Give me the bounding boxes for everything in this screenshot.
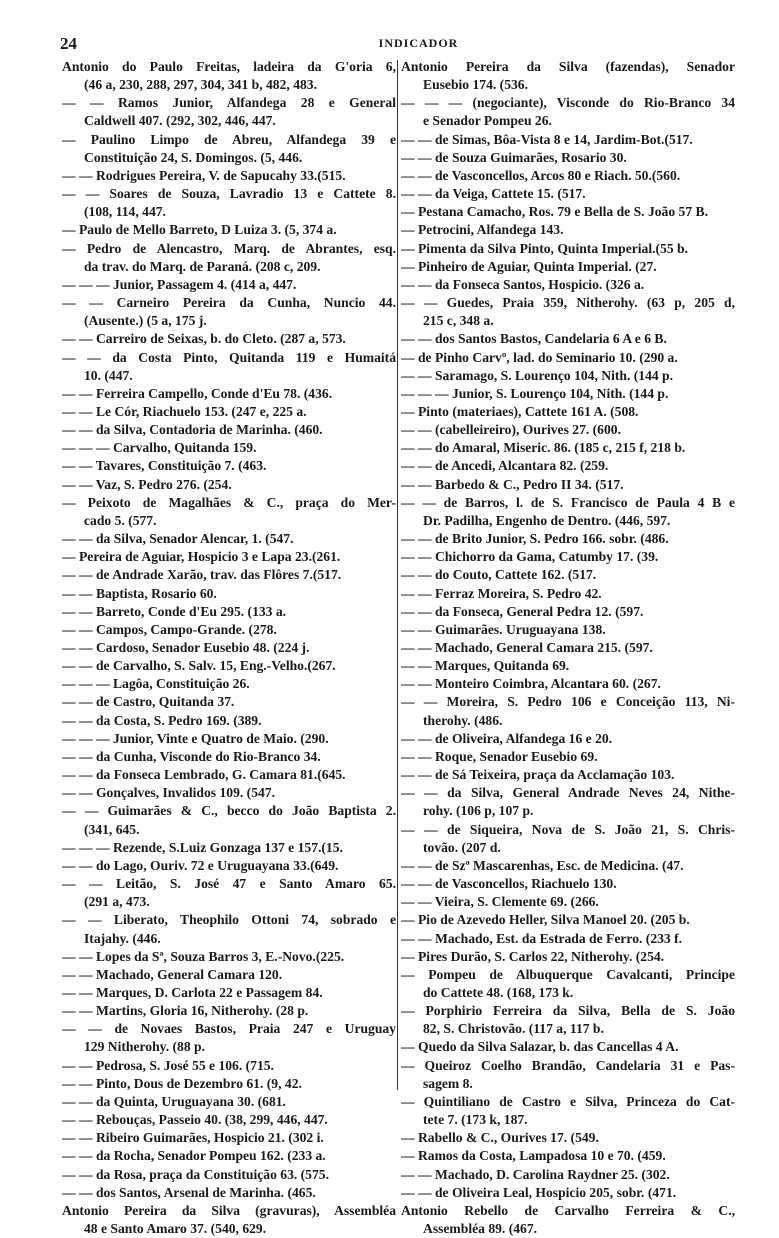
directory-entry bbox=[62, 221, 396, 239]
entry-line: 82, S. Christovão. (117 a, 117 b. bbox=[423, 1021, 604, 1037]
directory-entry bbox=[401, 857, 735, 875]
entry-line: (341, 645. bbox=[84, 821, 140, 837]
entry-line: — — da Silva, Senador Alencar, 1. (547. bbox=[62, 531, 294, 547]
entry-line: — — — Junior, Passagem 4. (414 a, 447. bbox=[62, 276, 297, 292]
directory-entry bbox=[401, 330, 735, 348]
directory-entry bbox=[62, 185, 396, 221]
directory-entry bbox=[62, 657, 396, 675]
entry-line: — — Campos, Campo-Grande. (278. bbox=[62, 621, 277, 637]
entry-line: — — Machado, Est. da Estrada de Ferro. (233 f. bbox=[401, 930, 683, 946]
entry-line: — — de Szª Mascarenhas, Esc. de Medicina. (47. bbox=[401, 857, 684, 873]
entry-line: — — Gonçalves, Invalidos 109. (547. bbox=[62, 785, 275, 801]
entry-line: — Pires Durão, S. Carlos 22, Nitherohy. (254. bbox=[401, 948, 665, 964]
directory-entry bbox=[62, 966, 396, 984]
entry-line: — — Marques, Quitanda 69. bbox=[401, 658, 570, 674]
entry-line: — — Vaz, S. Pedro 276. (254. bbox=[62, 476, 232, 492]
directory-entry bbox=[401, 875, 735, 893]
entry-line: — — da Costa Pinto, Quitanda 119 e Humaitá bbox=[62, 349, 396, 365]
entry-line: — — da Rocha, Senador Pompeu 162. (233 a. bbox=[62, 1148, 326, 1164]
directory-entry bbox=[401, 1166, 735, 1184]
entry-line: — — Guimarães & C., becco do João Baptista 2. bbox=[62, 803, 396, 819]
directory-entry bbox=[401, 1002, 735, 1038]
entry-line: — Rabello & C., Ourives 17. (549. bbox=[401, 1130, 599, 1146]
directory-entry bbox=[401, 675, 735, 693]
directory-entry bbox=[401, 131, 735, 149]
directory-entry bbox=[401, 439, 735, 457]
entry-line: — Paulo de Mello Barreto, D Luiza 3. (5, 374 a. bbox=[62, 222, 337, 238]
entry-line: — — da Rosa, praça da Constituição 63. (575. bbox=[62, 1166, 329, 1182]
entry-line: — — Moreira, S. Pedro 106 e Conceição 113, Ni- bbox=[401, 694, 735, 710]
directory-entry bbox=[62, 1057, 396, 1075]
entry-line: — Pestana Camacho, Ros. 79 e Bella de S. João 57 B. bbox=[401, 204, 708, 220]
entry-line: — Paulino Limpo de Abreu, Alfandega 39 e bbox=[62, 131, 396, 147]
directory-entry bbox=[401, 240, 735, 258]
entry-line: Caldwell 407. (292, 302, 446, 447. bbox=[84, 113, 276, 129]
directory-entry bbox=[62, 494, 396, 530]
directory-entry bbox=[62, 911, 396, 947]
directory-entry bbox=[62, 1129, 396, 1147]
directory-entry bbox=[62, 875, 396, 911]
entry-line: — — da Fonseca Lembrado, G. Camara 81.(645. bbox=[62, 767, 346, 783]
directory-entry bbox=[401, 784, 735, 820]
entry-line: — — de Barros, l. de S. Francisco de Paula 4 B e bbox=[401, 494, 735, 510]
directory-entry bbox=[62, 439, 396, 457]
entry-line: — — Pedrosa, S. José 55 e 106. (715. bbox=[62, 1057, 274, 1073]
entry-line: — — Barbedo & C., Pedro II 34. (517. bbox=[401, 476, 624, 492]
entry-line: — Peixoto de Magalhães & C., praça do Mer- bbox=[62, 494, 396, 510]
entry-line: — — da Silva, Contadoria de Marinha. (460. bbox=[62, 422, 323, 438]
entry-line: — — Cardoso, Senador Eusebio 48. (224 j. bbox=[62, 640, 310, 655]
entry-line: — — do Couto, Cattete 162. (517. bbox=[401, 567, 597, 583]
entry-line: (Ausente.) (5 a, 175 j. bbox=[84, 313, 207, 329]
entry-line: (46 a, 230, 288, 297, 304, 341 b, 482, 483. bbox=[84, 77, 317, 93]
entry-line: Assembléa 89. (467. bbox=[423, 1221, 538, 1236]
directory-entry bbox=[62, 766, 396, 784]
entry-line: — — do Lago, Ouriv. 72 e Uruguayana 33.(649. bbox=[62, 857, 339, 873]
directory-entry bbox=[401, 94, 735, 130]
directory-entry bbox=[401, 766, 735, 784]
directory-entry bbox=[62, 240, 396, 276]
entry-line: — Pompeu de Albuquerque Cavalcanti, Principe bbox=[401, 966, 735, 982]
entry-line: — — Roque, Senador Eusebio 69. bbox=[401, 748, 598, 764]
directory-entry bbox=[401, 930, 735, 948]
directory-entry bbox=[401, 1202, 735, 1238]
entry-line: — — Vieira, S. Clemente 69. (266. bbox=[401, 894, 599, 910]
entry-line: — — — Junior, S. Lourenço 104, Nith. (144 p. bbox=[401, 385, 669, 401]
entry-line: — — — Carvalho, Quitanda 159. bbox=[62, 440, 257, 456]
directory-entry bbox=[62, 94, 396, 130]
entry-line: Antonio Pereira da Silva (gravuras), Assembléa bbox=[62, 1202, 396, 1218]
entry-line: — Pinheiro de Aguiar, Quinta Imperial. (27. bbox=[401, 258, 657, 274]
directory-entry bbox=[401, 621, 735, 639]
entry-line: — Pimenta da Silva Pinto, Quinta Imperial.(55 b. bbox=[401, 240, 688, 256]
entry-line: — de Pinho Carvº, lad. do Seminario 10. (290 a. bbox=[401, 349, 678, 365]
directory-entry bbox=[62, 639, 396, 657]
entry-line: — — Machado, General Camara 120. bbox=[62, 966, 283, 982]
directory-entry bbox=[401, 566, 735, 584]
directory-entry bbox=[401, 203, 735, 221]
directory-entry bbox=[62, 1020, 396, 1056]
directory-entry bbox=[62, 585, 396, 603]
directory-entry bbox=[62, 1075, 396, 1093]
directory-entry bbox=[62, 457, 396, 475]
entry-line: sagem 8. bbox=[423, 1075, 473, 1091]
entry-line: — Quintiliano de Castro e Silva, Princeza do Cat- bbox=[401, 1093, 735, 1109]
entry-line: — — Ramos Junior, Alfandega 28 e General bbox=[62, 95, 396, 111]
entry-line: — Porphirio Ferreira da Silva, Bella de S. João bbox=[401, 1003, 735, 1019]
directory-entry bbox=[62, 984, 396, 1002]
entry-line: — — Monteiro Coimbra, Alcantara 60. (267. bbox=[401, 676, 661, 692]
entry-line: — — de Vasconcellos, Arcos 80 e Riach. 50.(560. bbox=[401, 167, 681, 183]
directory-entry bbox=[62, 530, 396, 548]
entry-line: — — Pinto, Dous de Dezembro 61. (9, 42. bbox=[62, 1075, 302, 1091]
directory-entry bbox=[62, 1166, 396, 1184]
directory-entry bbox=[401, 1129, 735, 1147]
entry-line: — — Marques, D. Carlota 22 e Passagem 84. bbox=[62, 984, 323, 1000]
entry-line: — — Carneiro Pereira da Cunha, Nuncio 44. bbox=[62, 295, 396, 311]
directory-entry bbox=[62, 566, 396, 584]
entry-line: tete 7. (173 k, 187. bbox=[423, 1112, 528, 1128]
directory-entry bbox=[401, 185, 735, 203]
entry-line: Antonio Pereira da Silva (fazendas), Senador bbox=[401, 59, 735, 74]
entry-line: — — de Carvalho, S. Salv. 15, Eng.-Velho.(267. bbox=[62, 658, 336, 674]
entry-line: — — de Novaes Bastos, Praia 247 e Uruguay bbox=[62, 1021, 396, 1037]
directory-entry bbox=[62, 294, 396, 330]
entry-line: — — Guimarães. Uruguayana 138. bbox=[401, 621, 606, 637]
directory-entry bbox=[401, 258, 735, 276]
directory-entry bbox=[401, 657, 735, 675]
directory-entry bbox=[401, 1038, 735, 1056]
directory-entry bbox=[401, 585, 735, 603]
entry-line: do Cattete 48. (168, 173 k. bbox=[423, 984, 574, 1000]
entry-line: — Pedro de Alencastro, Marq. de Abrantes, esq. bbox=[62, 240, 396, 256]
entry-line: — Pereira de Aguiar, Hospicio 3 e Lapa 23.(261. bbox=[62, 549, 341, 565]
entry-line: — — de Oliveira Leal, Hospicio 205, sobr. (471. bbox=[401, 1184, 677, 1200]
directory-entry bbox=[401, 603, 735, 621]
directory-entry bbox=[62, 421, 396, 439]
directory-entry bbox=[401, 548, 735, 566]
directory-entry bbox=[401, 58, 735, 94]
entry-line: — — da Costa, S. Pedro 169. (389. bbox=[62, 712, 262, 728]
directory-entry bbox=[401, 276, 735, 294]
entry-line: — — de Simas, Bôa-Vista 8 e 14, Jardim-Bot.(517. bbox=[401, 131, 693, 147]
entry-line: — — de Sá Teixeira, praça da Acclamação 103. bbox=[401, 767, 675, 783]
directory-entry bbox=[401, 149, 735, 167]
entry-line: (291 a, 473. bbox=[84, 894, 150, 910]
directory-entry bbox=[62, 693, 396, 711]
entry-line: (108, 114, 447. bbox=[84, 204, 166, 220]
entry-line: Antonio Rebello de Carvalho Ferreira & C., bbox=[401, 1202, 735, 1218]
entry-line: cado 5. (577. bbox=[84, 512, 157, 528]
entry-line: — — Guedes, Praia 359, Nitherohy. (63 p, 205 d, bbox=[401, 295, 735, 311]
entry-line: — Petrocini, Alfandega 143. bbox=[401, 222, 564, 238]
entry-line: tovão. (207 d. bbox=[423, 839, 501, 855]
directory-entry bbox=[401, 911, 735, 929]
directory-entry bbox=[62, 802, 396, 838]
directory-entry bbox=[62, 839, 396, 857]
entry-line: — — Machado, General Camara 215. (597. bbox=[401, 640, 653, 655]
directory-entry bbox=[62, 1202, 396, 1238]
entry-line: Itajahy. (446. bbox=[84, 930, 161, 946]
entry-line: — — de Brito Junior, S. Pedro 166. sobr. (486. bbox=[401, 531, 669, 547]
entry-line: — — Rodrigues Pereira, V. de Sapucahy 33.(515. bbox=[62, 167, 346, 183]
entry-line: — Pio de Azevedo Heller, Silva Manoel 20. (205 b. bbox=[401, 912, 690, 928]
directory-entry bbox=[401, 948, 735, 966]
directory-entry bbox=[62, 675, 396, 693]
entry-line: — — — Rezende, S.Luiz Gonzaga 137 e 157.(15. bbox=[62, 839, 343, 855]
entry-line: 48 e Santo Amaro 37. (540, 629. bbox=[84, 1221, 267, 1236]
entry-line: — — Barreto, Conde d'Eu 295. (133 a. bbox=[62, 603, 287, 619]
entry-line: Antonio do Paulo Freitas, ladeira da G'oria 6, bbox=[62, 59, 396, 74]
entry-line: — — da Fonseca, General Pedra 12. (597. bbox=[401, 603, 644, 619]
entry-line: — — Tavares, Constituição 7. (463. bbox=[62, 458, 267, 474]
directory-entry bbox=[401, 730, 735, 748]
directory-entry bbox=[62, 730, 396, 748]
entry-line: — — Liberato, Theophilo Ottoni 74, sobrado e bbox=[62, 912, 396, 928]
directory-entry bbox=[401, 1147, 735, 1165]
directory-entry bbox=[62, 330, 396, 348]
directory-entry bbox=[62, 476, 396, 494]
entry-line: — — Saramago, S. Lourenço 104, Nith. (144 p. bbox=[401, 367, 674, 383]
directory-entry bbox=[401, 966, 735, 1002]
entry-line: — — — Lagôa, Constituição 26. bbox=[62, 676, 250, 692]
entry-line: — — — Junior, Vinte e Quatro de Maio. (290. bbox=[62, 730, 329, 746]
directory-entry bbox=[401, 748, 735, 766]
entry-line: — — de Siqueira, Nova de S. João 21, S. Chris- bbox=[401, 821, 735, 837]
entry-line: — — de Castro, Quitanda 37. bbox=[62, 694, 235, 710]
directory-entry bbox=[62, 276, 396, 294]
entry-line: — — de Andrade Xarão, trav. das Flôres 7.(517. bbox=[62, 567, 342, 583]
entry-line: — — (cabelleireiro), Ourives 27. (600. bbox=[401, 422, 621, 438]
entry-line: — — da Veiga, Cattete 15. (517. bbox=[401, 186, 586, 202]
directory-entry bbox=[62, 548, 396, 566]
entry-line: rohy. (106 p, 107 p. bbox=[423, 803, 534, 819]
entry-line: — — de Ancedi, Alcantara 82. (259. bbox=[401, 458, 609, 474]
entry-line: — Ramos da Costa, Lampadosa 10 e 70. (459. bbox=[401, 1148, 666, 1164]
entry-line: — — da Quinta, Uruguayana 30. (681. bbox=[62, 1093, 286, 1109]
directory-entry bbox=[62, 621, 396, 639]
directory-entry bbox=[401, 1184, 735, 1202]
entry-line: — — Martins, Gloria 16, Nitherohy. (28 p. bbox=[62, 1003, 309, 1019]
entry-line: 10. (447. bbox=[84, 367, 133, 383]
entry-line: — — Machado, D. Carolina Raydner 25. (302. bbox=[401, 1166, 670, 1182]
right-column bbox=[401, 58, 735, 1238]
directory-entry bbox=[401, 639, 735, 657]
directory-entry bbox=[62, 385, 396, 403]
entry-line: — — dos Santos, Arsenal de Marinha. (465. bbox=[62, 1184, 316, 1200]
directory-entry bbox=[401, 893, 735, 911]
directory-entry bbox=[62, 349, 396, 385]
entry-line: — — do Amaral, Miseric. 86. (185 c, 215 f, 218 b. bbox=[401, 440, 686, 456]
directory-entry bbox=[401, 457, 735, 475]
directory-entry bbox=[401, 1093, 735, 1129]
entry-line: — — da Fonseca Santos, Hospicio. (326 a. bbox=[401, 276, 645, 292]
column-rule bbox=[397, 60, 398, 1090]
directory-entry bbox=[401, 693, 735, 729]
directory-entry bbox=[62, 1147, 396, 1165]
directory-entry bbox=[401, 476, 735, 494]
directory-entry bbox=[401, 349, 735, 367]
entry-line: — — Ribeiro Guimarães, Hospicio 21. (302 i. bbox=[62, 1130, 324, 1146]
directory-entry bbox=[401, 385, 735, 403]
running-head: INDICADOR bbox=[378, 36, 459, 50]
entry-line: — — Leitão, S. José 47 e Santo Amaro 65. bbox=[62, 876, 396, 892]
entry-line: — — Chichorro da Gama, Catumby 17. (39. bbox=[401, 549, 659, 565]
entry-line: — — Baptista, Rosario 60. bbox=[62, 585, 217, 601]
entry-line: — — de Vasconcellos, Riachuelo 130. bbox=[401, 876, 617, 892]
directory-entry bbox=[401, 221, 735, 239]
entry-line: — Pinto (materiaes), Cattete 161 A. (508. bbox=[401, 403, 639, 419]
directory-entry bbox=[62, 857, 396, 875]
entry-line: — — de Souza Guimarães, Rosario 30. bbox=[401, 149, 627, 165]
directory-entry bbox=[62, 784, 396, 802]
entry-line: da trav. do Marq. de Paraná. (208 c, 209. bbox=[84, 258, 321, 274]
directory-entry bbox=[62, 603, 396, 621]
entry-line: — — Rebouças, Passeio 40. (38, 299, 446, 447. bbox=[62, 1112, 328, 1128]
directory-entry bbox=[62, 748, 396, 766]
directory-entry bbox=[62, 1093, 396, 1111]
entry-line: — — Soares de Souza, Lavradio 13 e Cattete 8. bbox=[62, 186, 396, 202]
entry-line: e Senador Pompeu 26. bbox=[423, 113, 552, 129]
entry-line: Eusebio 174. (536. bbox=[423, 77, 528, 93]
directory-entry bbox=[401, 294, 735, 330]
entry-line: Dr. Padilha, Engenho de Dentro. (446, 597. bbox=[423, 512, 671, 528]
directory-entry bbox=[62, 948, 396, 966]
directory-entry bbox=[401, 421, 735, 439]
entry-line: — — de Oliveira, Alfandega 16 e 20. bbox=[401, 730, 613, 746]
entry-line: — — Le Cór, Riachuelo 153. (247 e, 225 a. bbox=[62, 403, 307, 419]
directory-entry bbox=[62, 1002, 396, 1020]
entry-line: — Queiroz Coelho Brandão, Candelaria 31 e Pas- bbox=[401, 1057, 735, 1073]
entry-line: therohy. (486. bbox=[423, 712, 503, 728]
entry-line: — — — (negociante), Visconde do Rio-Branco 34 bbox=[401, 95, 735, 111]
entry-line: — — da Silva, General Andrade Neves 24, Nithe- bbox=[401, 785, 735, 801]
entry-line: — — Carreiro de Seixas, b. do Cleto. (287 a, 573. bbox=[62, 331, 346, 347]
entry-line: — Quedo da Silva Salazar, b. das Cancellas 4 A. bbox=[401, 1039, 679, 1055]
entry-line: — — Ferraz Moreira, S. Pedro 42. bbox=[401, 585, 602, 601]
entry-line: 129 Nitherohy. (88 p. bbox=[84, 1039, 205, 1055]
directory-entry bbox=[62, 167, 396, 185]
directory-entry bbox=[401, 167, 735, 185]
entry-line: 215 c, 348 a. bbox=[423, 313, 494, 329]
page-number: 24 bbox=[60, 34, 77, 53]
entry-line: — — dos Santos Bastos, Candelaria 6 A e 6 B. bbox=[401, 331, 667, 347]
directory-entry bbox=[62, 403, 396, 421]
directory-entry bbox=[401, 821, 735, 857]
entry-line: — — Ferreira Campello, Conde d'Eu 78. (436. bbox=[62, 385, 333, 401]
directory-entry bbox=[62, 131, 396, 167]
directory-entry bbox=[401, 367, 735, 385]
entry-line: — — da Cunha, Visconde do Rio-Branco 34. bbox=[62, 748, 321, 764]
directory-entry bbox=[62, 58, 396, 94]
directory-entry bbox=[62, 1184, 396, 1202]
entry-line: Constituição 24, S. Domingos. (5, 446. bbox=[84, 149, 303, 165]
directory-entry bbox=[62, 712, 396, 730]
entry-line: — — Lopes da Sª, Souza Barros 3, E.-Novo.(225. bbox=[62, 948, 345, 964]
left-column bbox=[62, 58, 396, 1238]
directory-entry bbox=[401, 530, 735, 548]
directory-entry bbox=[401, 403, 735, 421]
directory-entry bbox=[62, 1111, 396, 1129]
directory-entry bbox=[401, 1057, 735, 1093]
directory-entry bbox=[401, 494, 735, 530]
